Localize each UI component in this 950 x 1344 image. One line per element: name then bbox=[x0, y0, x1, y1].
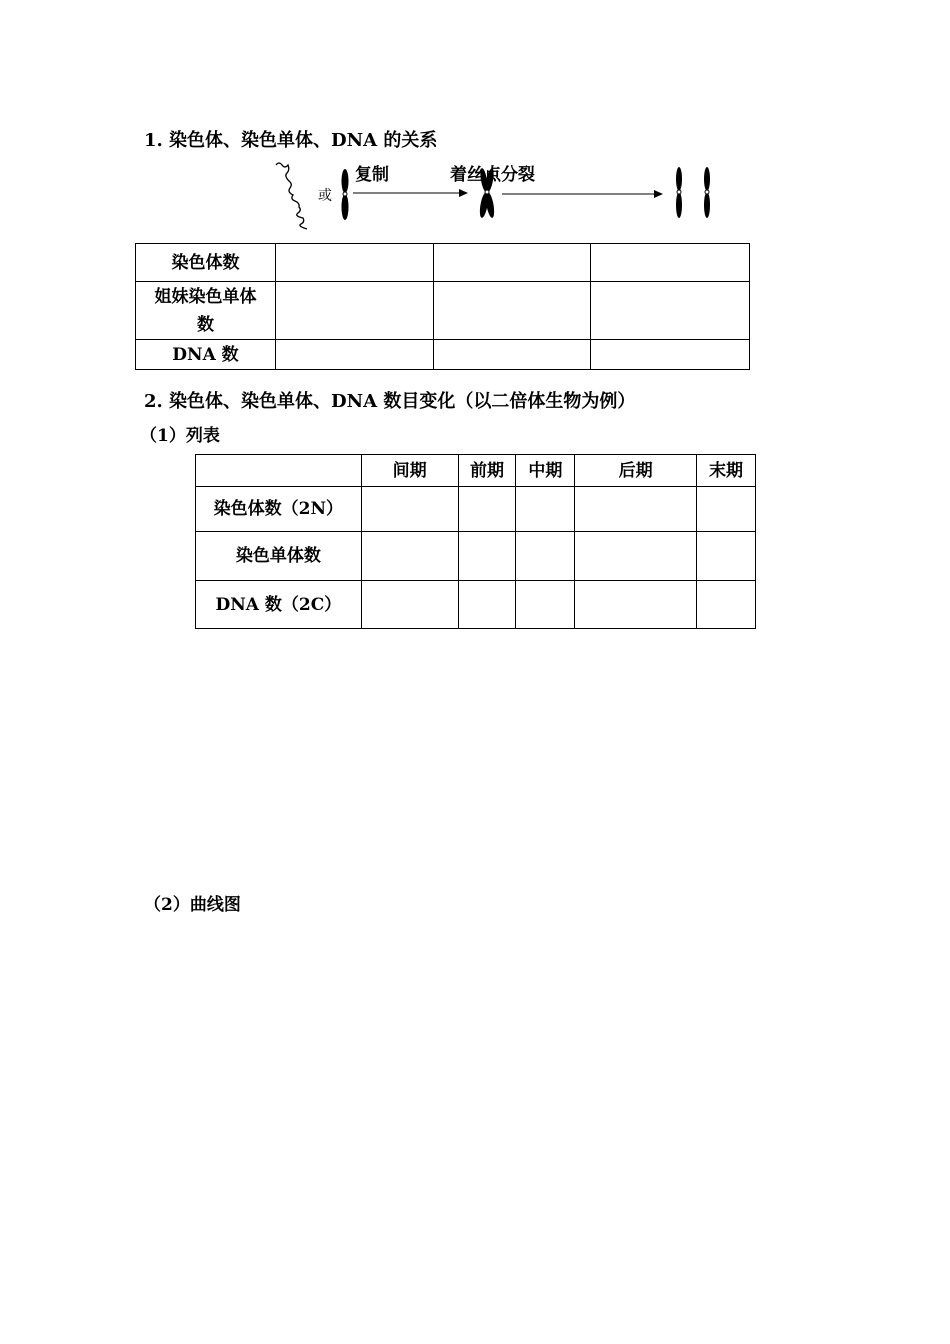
table-cell[interactable] bbox=[697, 487, 756, 532]
separated-chromosome-right bbox=[704, 167, 710, 218]
table-cell[interactable] bbox=[458, 532, 516, 581]
table-cell[interactable] bbox=[275, 340, 433, 370]
table-cell[interactable] bbox=[591, 282, 750, 340]
header-cell: 中期 bbox=[516, 455, 575, 487]
single-chromosome bbox=[342, 169, 349, 220]
or-label: 或 bbox=[318, 188, 332, 204]
table-cell[interactable] bbox=[591, 244, 750, 282]
table-cell[interactable] bbox=[516, 487, 575, 532]
table-row bbox=[136, 282, 750, 340]
table-header-row bbox=[196, 455, 756, 487]
step-label-replication: 复制 bbox=[355, 165, 389, 185]
row-label: DNA 数（2C） bbox=[196, 581, 362, 629]
row-label: 染色体数 bbox=[136, 244, 276, 282]
table-row bbox=[196, 487, 756, 532]
row-label bbox=[136, 282, 276, 340]
table-cell[interactable] bbox=[361, 581, 458, 629]
arrow-replication bbox=[353, 189, 468, 197]
table-cell[interactable] bbox=[361, 532, 458, 581]
table-cell[interactable] bbox=[361, 487, 458, 532]
separated-chromosome-left bbox=[676, 167, 682, 218]
table-row bbox=[136, 244, 750, 282]
row-label: 染色体数（2N） bbox=[196, 487, 362, 532]
table-cell[interactable] bbox=[433, 282, 591, 340]
arrow-centromere-division bbox=[502, 190, 663, 198]
section2-title: 2. 染色体、染色单体、DNA 数目变化（以二倍体生物为例） bbox=[144, 391, 636, 412]
header-cell bbox=[196, 455, 362, 487]
chromosome-diagram bbox=[0, 0, 950, 240]
section1-title: 1. 染色体、染色单体、DNA 的关系 bbox=[144, 130, 438, 151]
table-cell[interactable] bbox=[575, 532, 697, 581]
row-label: DNA 数 bbox=[136, 340, 276, 370]
header-cell: 间期 bbox=[361, 455, 458, 487]
relation-table bbox=[135, 243, 750, 370]
table-cell[interactable] bbox=[516, 581, 575, 629]
subsection-curve-title: （2）曲线图 bbox=[144, 895, 241, 915]
table-cell[interactable] bbox=[275, 282, 433, 340]
table-cell[interactable] bbox=[575, 581, 697, 629]
table-cell[interactable] bbox=[458, 581, 516, 629]
header-cell: 前期 bbox=[458, 455, 516, 487]
table-row bbox=[196, 581, 756, 629]
chromatin-fiber bbox=[276, 163, 307, 229]
phase-table bbox=[195, 454, 756, 629]
table-cell[interactable] bbox=[697, 532, 756, 581]
table-cell[interactable] bbox=[516, 532, 575, 581]
table-row bbox=[196, 532, 756, 581]
table-cell[interactable] bbox=[575, 487, 697, 532]
table-cell[interactable] bbox=[458, 487, 516, 532]
header-cell: 后期 bbox=[575, 455, 697, 487]
table-row bbox=[136, 340, 750, 370]
subsection-list-title: （1）列表 bbox=[140, 426, 220, 446]
table-cell[interactable] bbox=[697, 581, 756, 629]
table-cell[interactable] bbox=[433, 244, 591, 282]
row-label-text: 姐妹染色单体数 bbox=[154, 286, 257, 335]
step-label-centromere-division: 着丝点分裂 bbox=[450, 165, 535, 185]
header-cell: 末期 bbox=[697, 455, 756, 487]
table-cell[interactable] bbox=[275, 244, 433, 282]
table-cell[interactable] bbox=[433, 340, 591, 370]
table-cell[interactable] bbox=[591, 340, 750, 370]
row-label: 染色单体数 bbox=[196, 532, 362, 581]
